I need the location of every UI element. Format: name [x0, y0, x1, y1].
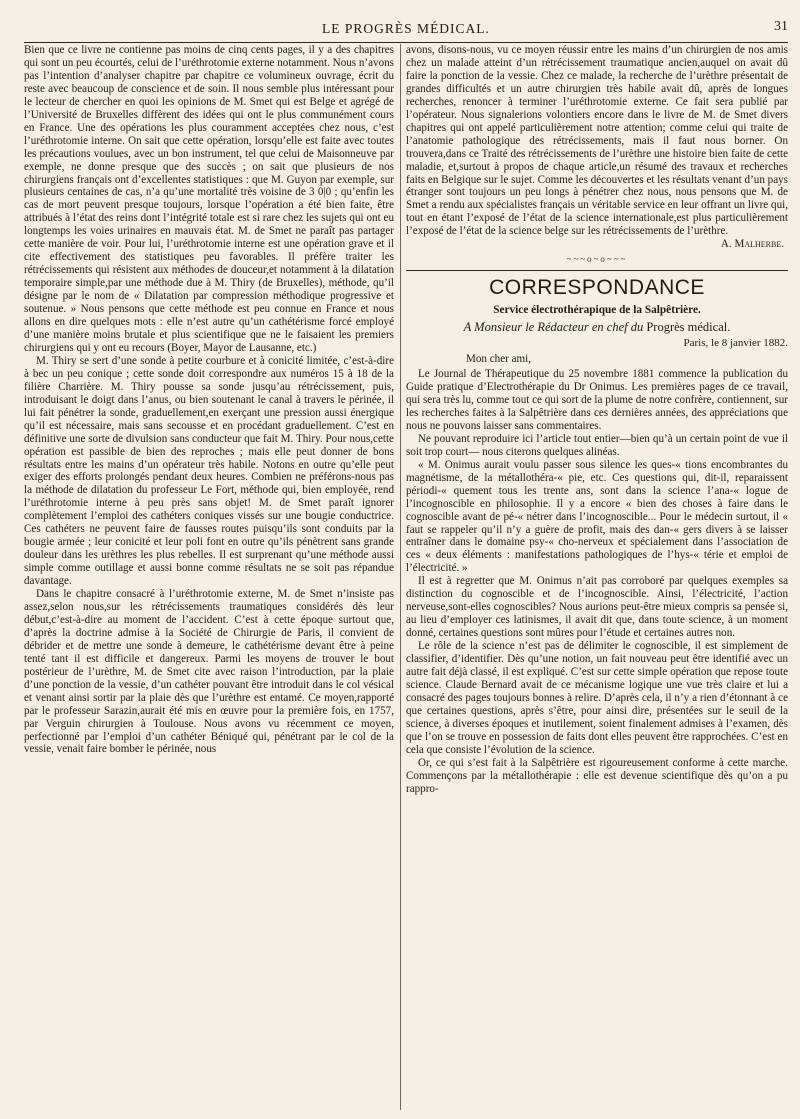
right-column — [406, 44, 788, 1110]
quotation: « M. Onimus aurait voulu passer sous silence les ques-« tions encombrantes du magnétisme, de la métallothéra-« pie, etc. Ces questions qui, dit-il, reparaissent périodi-« quement tous les trente ans, sont dans la science l’ana-« logue de l’incognoscible en philosophie. Il y a encore « bien des choses à faire dans le cognoscible avant de pé-« nétrer dans l’incognoscible... Pour le médecin surtout, il « faut se rappeler qu’il n’y a guère de profit, mais des dan-« gers divers à se laisser entraîner dans le domaine psy-« cho-nerveux et spécialement dans l’association de ces « deux éléments : manifestations pathologiques de l’hys-« térie et emploi de l’électricité. » — [406, 458, 788, 575]
paragraph-continuation: avons, disons-nous, vu ce moyen réussir entre les mains d’un chirurgien de nos amis chez un malade atteint d’un rétrécissement traumatique ancien,auquel on avait dû faire la ponction de la vessie. Chez ce malade, la recherche de l’urèthre présentait de grandes difficultés et un autre chirurgien très habile avait dû, après de longues recherches, renoncer à terminer l’uréthrotomie externe. Ce fait sera publié par l’opérateur. Nous signalerions volontiers encore dans le livre de M. de Smet divers chapitres qui ont appelé particulièrement notre attention; comme celui qui traite de l’anatomie pathologique des rétrécissements, mais il faut nous borner. On trouvera,dans ce Traité des rétrécissements de l’urèthre une histoire bien faite de cette maladie, et,surtout à propos de chaque article,un résumé des travaux et recherches faits en Belgique sur le sujet. Comme les découvertes et les résultats venant d’un pays étranger sont toujours un peu longs à pénétrer chez nous, nous pensons que M. de Smet a rendu aux spécialistes français un véritable service en leur offrant un livre qui, tout en étant l’exposé de l’état de la science internationale,est plus particulièrement l’exposé de l’état de la science belge sur les rétrécissements de l’urèthre. — [406, 44, 788, 238]
paragraph: Bien que ce livre ne contienne pas moins de cinq cents pages, il y a des chapitres qui sont un peu écourtés, celui de l’uréthrotomie externe notamment. Nous n’avons pas l’intention d’analyser chapitre par chapitre ce volumineux ouvrage, écrit du reste avec beaucoup de conscience et de soin. Il nous semble plus intéressant pour le lecteur de chercher en quoi les opinions de M. Smet qui est Belge et agrégé de l’Université de Bruxelles diffèrent des idées qui ont le plus communément cours en France. Une des opérations les plus couramment acceptées chez nous, c’est l’uréthrotomie interne. On sait que cette opération, lorsqu’elle est faite avec toutes les précautions voulues, avec un bon instrument, tel que celui de Maisonneuve par exemple, ne donne presque que des succès ; on sait que plusieurs de nos chirurgiens français ont d’excellentes statistiques : que M. Guyon par exemple, sur plusieurs centaines de cas, n’a qu’une mortalité très voisine de 3 0|0 ; qu’enfin les cas de mort peuvent presque toujours, lorsque l’opération a été bien faite, être attribués à l’état des reins dont l’intégrité totale est si rare chez les sujets qui ont eu longtemps les voies urinaires en mauvais état. M. de Smet ne paraît pas partager cette manière de voir. Pour lui, l’uréthrotomie interne est une opération grave et il cite effectivement des statistiques peu favorables. Il préfère traiter les rétrécissements qui résistent aux méthodes de douceur,et notamment à la dilatation temporaire simple,par une méthode due à M. Thiry (de Bruxelles), méthode, qu’il désigne par le nom de « Dilatation par compression méthodique progressive et soutenue. » Nous pensons que cette méthode est peu connue en France et nous allons en dire quelques mots : elle n’est autre qu’un cathétérisme forcé employé d’une manière moins brutale et plus scientifique que ne le faisaient les premiers chirurgiens qui y ont eu recours (Boyer, Mayor de Lausanne, etc.) — [24, 44, 394, 354]
page-header — [24, 18, 788, 43]
paragraph: Le Journal de Thérapeutique du 25 novembre 1881 commence la publication du Guide pratique d’Electrothérapie du Dr Onimus. Les premières pages de ce travail, qui sera très lu, comme tout ce qui sort de la plume de notre confrère, contiennent, sur les recherches faites à la Salpêtrière dans ces dernières années, des appréciations que nous ne pouvons laisser sans commentaires. — [406, 368, 788, 432]
journal-name: Progrès médical. — [646, 320, 731, 335]
letter-address — [406, 321, 788, 334]
author-signature: A. Malherbe. — [720, 238, 784, 251]
letter-salutation: Mon cher ami, — [466, 353, 532, 366]
running-title: LE PROGRÈS MÉDICAL. — [322, 21, 490, 36]
newspaper-page — [24, 18, 788, 1110]
address-text: A Monsieur le Rédacteur en chef du — [463, 320, 644, 335]
paragraph: M. Thiry se sert d’une sonde à petite courbure et à conicité limitée, c’est-à-dire à bec un peu conique ; cette sonde doit correspondre aux numéros 15 à 18 de la filière Charrière. M. Thiry pousse sa sonde jusqu’au rétrécissement, puis, introduisant le doigt dans l’anus, ou bien soutenant le canal à travers le périnée, il lui fait pénétrer la sonde, graduellement,en exerçant une pression aussi énergique qu’il est nécessaire, mais sans secousse et en procédant graduellement. C’est en définitive une sorte de divulsion sans conducteur que fait M. Thiry. Pour nous,cette opération est passible de bien des reproches ; mais elle peut donner de bons résultats entre les mains d’un opérateur très habile. Notons en outre qu’elle peut exiger des efforts prolongés pendant deux heures. Combien ne préférons-nous pas la méthode de dilatation du professeur Le Fort, méthode qui, bien employée, rend l’uréthrotomie interne à peu près sans objet! M. de Smet paraît ignorer complètement l’emploi des cathéters coniques vissés sur une bougie conductrice. Ces cathéters ne peuvent faire de fausses routes puisqu’ils sont conduits par la bougie armée ; leur conicité et leur poli font en outre qu’ils pénètrent sans grande douleur dans les urèthres les plus rebelles. Il est surprenant qu’une méthode aussi simple comme outillage et aussi bonne comme résultats ne se soit pas répandue davantage. — [24, 354, 394, 588]
section-ornament: ~~~o~o~~~ — [566, 254, 628, 265]
column-divider — [400, 44, 401, 1110]
paragraph: Le rôle de la science n’est pas de délimiter le cognoscible, il est simplement de classifier, d’identifier. Dès qu’une notion, un fait nouveau peut être identifié avec un autre fait déjà classé, il est expliqué. C’est sur cette simple opération que repose toute science. Claude Bernard avait de ce mécanisme logique une vue très claire et lui a consacré des pages toujours bonnes à relire. D’après cela, il n’y a rien d’étonnant à ce que certaines questions, après s’être, pour ainsi dire, présentées sur le seuil de la science, à diverses époques et inutilement, soient finalement admises à l’examen, dès que l’on se trouve en possession de faits dont elles peuvent être rapprochées. C’est en cela que consiste l’évolution de la science. — [406, 640, 788, 756]
paragraph: Or, ce qui s’est fait à la Salpêtrière est rigoureusement conforme à cette marche. Commençons par la métallothérapie : elle est devenue scientifique dès qu’on a pu rappro- — [406, 756, 788, 795]
section-subtitle: Service électrothérapique de la Salpêtrière. — [493, 304, 701, 317]
left-column — [24, 44, 394, 1110]
paragraph: Dans le chapitre consacré à l’uréthrotomie externe, M. de Smet n’insiste pas assez,selon nous,sur les rétrécissements traumatiques considérés dès leur début,c’est-à-dire au moment de l’accident. C’est à cette époque surtout que, d’après la doctrine admise à la Société de Chirurgie de Paris, il convient de débrider et de mettre une sonde à demeure, le cathétérisme devant être à peine tenté tant il est difficile et dangereux. Parmi les moyens de trouver le bout postérieur de l’urèthre, M. de Smet cite avec raison l’introduction, par la plaie d’une ponction de la vessie, d’un cathéter pouvant être introduit dans le col vésical et venant ainsi sortir par la plaie dès que l’urèthre est entamé. Ce moyen,rapporté par le professeur Sarazin,aurait été mis en œuvre pour la première fois, en 1757, par Verguin chirurgien à Toulouse. Nous avons vu récemment ce moyen, perfectionné par l’emploi d’un cathéter Béniqué qui, pénétrant par le col de la vessie, venait faire bomber le périnée, nous — [24, 588, 394, 756]
page-number: 31 — [774, 19, 788, 34]
paragraph: Il est à regretter que M. Onimus n’ait pas corroboré par quelques exemples sa distinction du cognoscible et de l’incognoscible. Ainsi, l’électricité, l’action nerveuse,sont-elles cognoscibles? Nous aurions peut-être mieux compris sa pensée si, au lieu d’employer ces latinismes, il avait dit que, dans toute science, à un moment donné, certaines questions sont mûres pour l’étude et certaines autres non. — [406, 575, 788, 640]
two-column-body — [24, 44, 788, 1110]
section-title: CORRESPONDANCE — [406, 270, 788, 300]
letter-dateline: Paris, le 8 janvier 1882. — [683, 337, 788, 350]
paragraph: Ne pouvant reproduire ici l’article tout entier—bien qu’à un certain point de vue il soit trop court— nous citerons quelques alinéas. — [406, 432, 788, 458]
